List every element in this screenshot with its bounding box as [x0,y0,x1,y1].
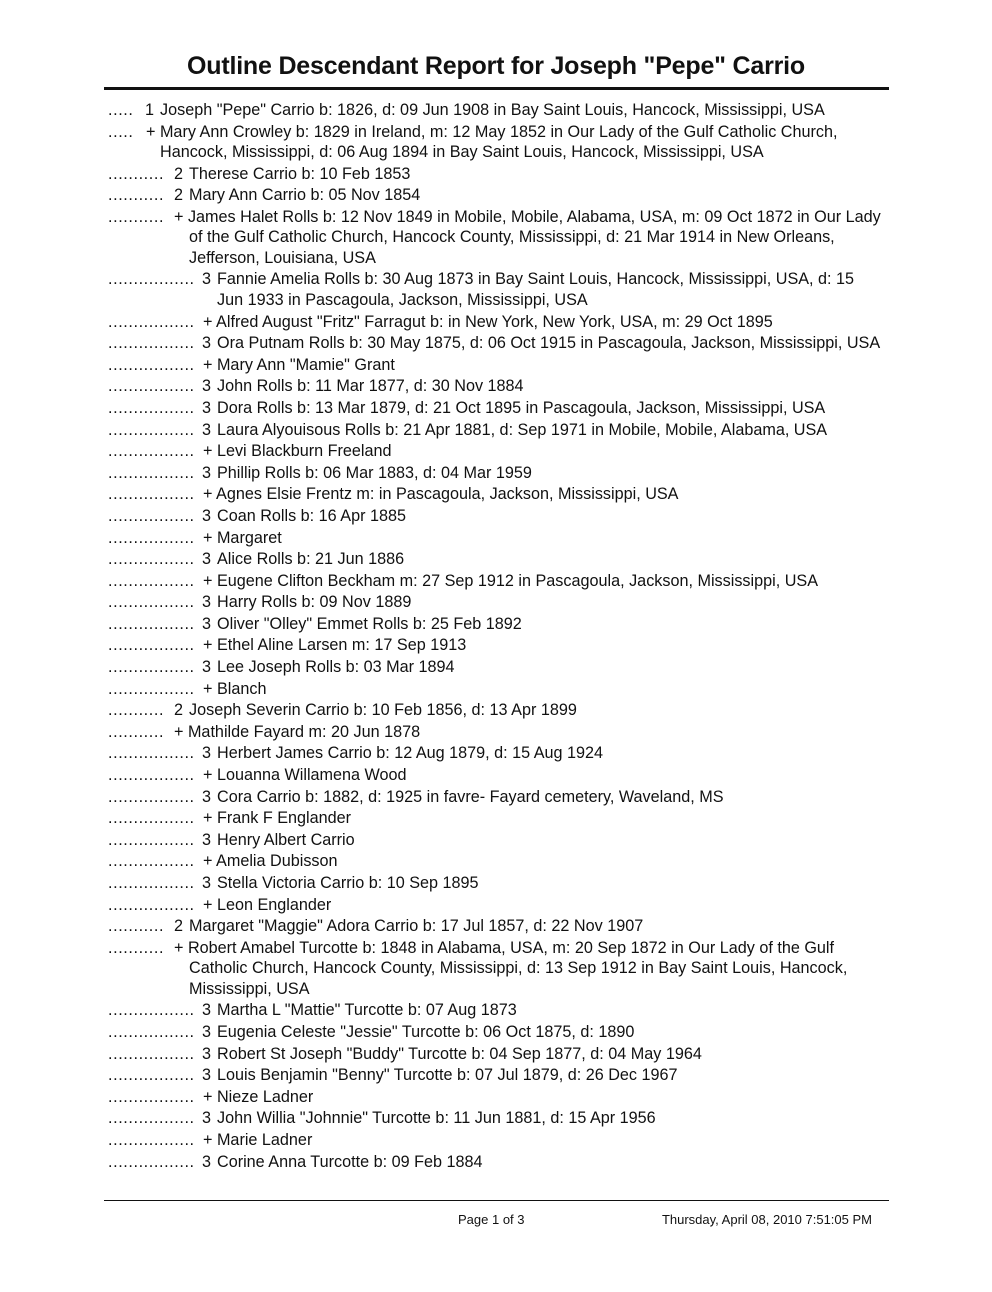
spouse-text: + Leon Englander [203,895,332,914]
footer-rule [104,1200,889,1201]
descendant-entry [0,1152,992,1173]
spouse-text: + Levi Blackburn Freeland [203,442,392,461]
person-text: Oliver "Olley" Emmet Rolls b: 25 Feb 1892 [217,614,522,633]
generation-number: 3 [202,658,212,677]
descendant-entry [0,916,992,937]
descendant-entry [0,592,992,613]
header-rule [104,87,889,90]
generation-number: 3 [202,1044,212,1063]
descendant-entry [0,830,992,851]
leader-dots: ................. [108,1066,195,1085]
spouse-entry [0,355,992,376]
leader-dots: ................. [108,766,195,785]
spouse-text: + Louanna Willamena Wood [203,766,407,785]
spouse-entry [0,808,992,829]
leader-dots: ........... [108,186,165,205]
leader-dots: ................. [108,485,195,504]
leader-dots: ................. [108,852,195,871]
generation-number: 3 [202,463,212,482]
descendant-entry [0,743,992,764]
descendant-entry [0,333,992,354]
leader-dots: ................. [108,442,195,461]
leader-dots: ................. [108,506,195,525]
descendant-entry [0,185,992,206]
spouse-text: + Robert Amabel Turcotte b: 1848 in Alabama, USA, m: 20 Sep 1872 in Our Lady of the Gulf Catholic Church, Hancock County, Mississippi, d: 13 Sep 1912 in Bay Saint Louis, Hancock, Mississippi, USA [174,938,848,998]
leader-dots: ................. [108,377,195,396]
spouse-text: + Margaret [203,528,282,547]
person-text: John Rolls b: 11 Mar 1877, d: 30 Nov 1884 [217,377,524,396]
descendant-entry [0,700,992,721]
descendant-entry [0,100,992,121]
person-text: Herbert James Carrio b: 12 Aug 1879, d: 15 Aug 1924 [217,744,604,763]
person-text: Therese Carrio b: 10 Feb 1853 [189,164,411,183]
generation-number: 3 [202,593,212,612]
generation-number: 3 [202,1001,212,1020]
spouse-text: + Agnes Elsie Frentz m: in Pascagoula, Jackson, Mississippi, USA [203,485,679,504]
generation-number: 3 [202,1066,212,1085]
person-text: Mary Ann Carrio b: 05 Nov 1854 [189,186,421,205]
spouse-entry [0,441,992,462]
leader-dots: ................. [108,528,195,547]
leader-dots: ................. [108,1152,195,1171]
spouse-text: + Amelia Dubisson [203,852,338,871]
person-text: Ora Putnam Rolls b: 30 May 1875, d: 06 Oct 1915 in Pascagoula, Jackson, Mississippi, USA [217,334,881,353]
person-text: Lee Joseph Rolls b: 03 Mar 1894 [217,658,455,677]
leader-dots: ................. [108,1130,195,1149]
leader-dots: ..... [108,122,134,141]
spouse-entry [0,207,992,269]
leader-dots: ................. [108,312,195,331]
leader-dots: ................. [108,1022,195,1041]
person-text: Louis Benjamin "Benny" Turcotte b: 07 Jul 1879, d: 26 Dec 1967 [217,1066,678,1085]
descendant-entry [0,1044,992,1065]
person-text: Laura Alyouisous Rolls b: 21 Apr 1881, d: Sep 1971 in Mobile, Mobile, Alabama, USA [217,420,828,439]
spouse-text: + James Halet Rolls b: 12 Nov 1849 in Mobile, Mobile, Alabama, USA, m: 09 Oct 1872 in Our Lady of the Gulf Catholic Church, Hancock County, Mississippi, d: 21 Mar 1914 in New Orleans, Jefferson, Louisiana, USA [174,207,881,267]
generation-number: 3 [202,334,212,353]
descendant-entry [0,420,992,441]
generation-number: 3 [202,787,212,806]
person-text: Phillip Rolls b: 06 Mar 1883, d: 04 Mar 1959 [217,463,532,482]
person-text: Corine Anna Turcotte b: 09 Feb 1884 [217,1152,483,1171]
person-text: Cora Carrio b: 1882, d: 1925 in favre- Fayard cemetery, Waveland, MS [217,787,724,806]
generation-number: 1 [145,101,155,119]
person-text: Fannie Amelia Rolls b: 30 Aug 1873 in Bay Saint Louis, Hancock, Mississippi, USA, d: 15 Jun 1933 in Pascagoula, Jackson, Mississippi, USA [217,270,855,309]
spouse-text: + Marie Ladner [203,1130,313,1149]
report-timestamp: Thursday, April 08, 2010 7:51:05 PM [661,1212,872,1227]
descendant-entry [0,506,992,527]
spouse-text: + Eugene Clifton Beckham m: 27 Sep 1912 in Pascagoula, Jackson, Mississippi, USA [203,571,818,590]
descendant-entry [0,549,992,570]
descendant-entry [0,1022,992,1043]
leader-dots: ........... [108,722,165,741]
person-text: Margaret "Maggie" Adora Carrio b: 17 Jul 1857, d: 22 Nov 1907 [189,917,644,936]
generation-number: 3 [202,550,212,569]
generation-number: 3 [202,1022,212,1041]
person-text: John Willia "Johnnie" Turcotte b: 11 Jun 1881, d: 15 Apr 1956 [217,1109,656,1128]
leader-dots: ................. [108,463,195,482]
leader-dots: ................. [108,334,195,353]
generation-number: 3 [202,1152,212,1171]
generation-number: 2 [174,164,184,183]
generation-number: 3 [202,1109,212,1128]
spouse-text: + Nieze Ladner [203,1087,314,1106]
descendant-entry [0,376,992,397]
spouse-entry [0,1087,992,1108]
leader-dots: ................. [108,550,195,569]
person-text: Stella Victoria Carrio b: 10 Sep 1895 [217,874,479,892]
leader-dots: ................. [108,636,195,655]
person-text: Joseph Severin Carrio b: 10 Feb 1856, d: 13 Apr 1899 [189,701,577,720]
leader-dots: ........... [108,917,165,936]
generation-number: 3 [202,830,212,849]
spouse-text: + Alfred August "Fritz" Farragut b: in New York, New York, USA, m: 29 Oct 1895 [203,312,773,331]
leader-dots: ................. [108,1001,195,1020]
leader-dots: ................. [108,679,195,698]
generation-number: 3 [202,744,212,763]
person-text: Alice Rolls b: 21 Jun 1886 [217,550,405,569]
leader-dots: ................. [108,398,195,417]
descendant-entry [0,1065,992,1086]
leader-dots: ................. [108,593,195,612]
leader-dots: ........... [108,207,165,226]
leader-dots: ................. [108,355,195,374]
spouse-text: + Mathilde Fayard m: 20 Jun 1878 [174,722,421,741]
leader-dots: ................. [108,270,195,289]
leader-dots: ................. [108,571,195,590]
leader-dots: ................. [108,744,195,763]
spouse-entry [0,635,992,656]
descendant-entry [0,269,992,310]
generation-number: 3 [202,506,212,525]
descendant-entry [0,787,992,808]
generation-number: 3 [202,270,212,289]
generation-number: 3 [202,874,212,892]
generation-number: 2 [174,917,184,936]
spouse-text: + Ethel Aline Larsen m: 17 Sep 1913 [203,636,467,655]
spouse-text: + Mary Ann Crowley b: 1829 in Ireland, m: 12 May 1852 in Our Lady of the Gulf Catholic Church, Hancock, Mississippi, d: 06 Aug 1894 in Bay Saint Louis, Hancock, Mississippi, USA [146,122,838,162]
leader-dots: ..... [108,101,134,119]
spouse-entry [0,895,992,916]
person-text: Martha L "Mattie" Turcotte b: 07 Aug 1873 [217,1001,517,1020]
leader-dots: ................. [108,1087,195,1106]
report-title: Outline Descendant Report for Joseph "Pepe" Carrio [187,52,805,80]
person-text: Dora Rolls b: 13 Mar 1879, d: 21 Oct 1895 in Pascagoula, Jackson, Mississippi, USA [217,398,826,417]
spouse-text: + Mary Ann "Mamie" Grant [203,355,395,374]
spouse-entry [0,722,992,743]
leader-dots: ................. [108,1109,195,1128]
leader-dots: ................. [108,809,195,828]
leader-dots: ................. [108,614,195,633]
page-number: Page 1 of 3 [458,1212,525,1227]
generation-number: 3 [202,377,212,396]
person-text: Joseph "Pepe" Carrio b: 1826, d: 09 Jun 1908 in Bay Saint Louis, Hancock, Mississippi, USA [160,101,825,119]
descendant-entry [0,1000,992,1021]
leader-dots: ........... [108,701,165,720]
leader-dots: ........... [108,164,165,183]
descendant-entry [0,614,992,635]
descendant-entry [0,873,992,894]
spouse-entry [0,484,992,505]
spouse-text: + Blanch [203,679,267,698]
person-text: Henry Albert Carrio [217,830,355,849]
spouse-entry [0,122,992,163]
spouse-entry [0,679,992,700]
person-text: Coan Rolls b: 16 Apr 1885 [217,506,406,525]
leader-dots: ................. [108,895,195,914]
spouse-text: + Frank F Englander [203,809,352,828]
leader-dots: ........... [108,938,165,957]
person-text: Eugenia Celeste "Jessie" Turcotte b: 06 Oct 1875, d: 1890 [217,1022,635,1041]
spouse-entry [0,312,992,333]
generation-number: 3 [202,614,212,633]
leader-dots: ................. [108,787,195,806]
leader-dots: ................. [108,874,195,892]
descendant-list [0,100,992,1173]
descendant-entry [0,398,992,419]
person-text: Harry Rolls b: 09 Nov 1889 [217,593,412,612]
leader-dots: ................. [108,1044,195,1063]
generation-number: 2 [174,186,184,205]
descendant-entry [0,463,992,484]
leader-dots: ................. [108,658,195,677]
spouse-entry [0,851,992,872]
spouse-entry [0,571,992,592]
leader-dots: ................. [108,420,195,439]
spouse-entry [0,938,992,1000]
spouse-entry [0,528,992,549]
leader-dots: ................. [108,830,195,849]
generation-number: 2 [174,701,184,720]
descendant-entry [0,1108,992,1129]
spouse-entry [0,1130,992,1151]
spouse-entry [0,765,992,786]
descendant-entry [0,657,992,678]
descendant-entry [0,164,992,185]
person-text: Robert St Joseph "Buddy" Turcotte b: 04 Sep 1877, d: 04 May 1964 [217,1044,702,1063]
generation-number: 3 [202,420,212,439]
generation-number: 3 [202,398,212,417]
